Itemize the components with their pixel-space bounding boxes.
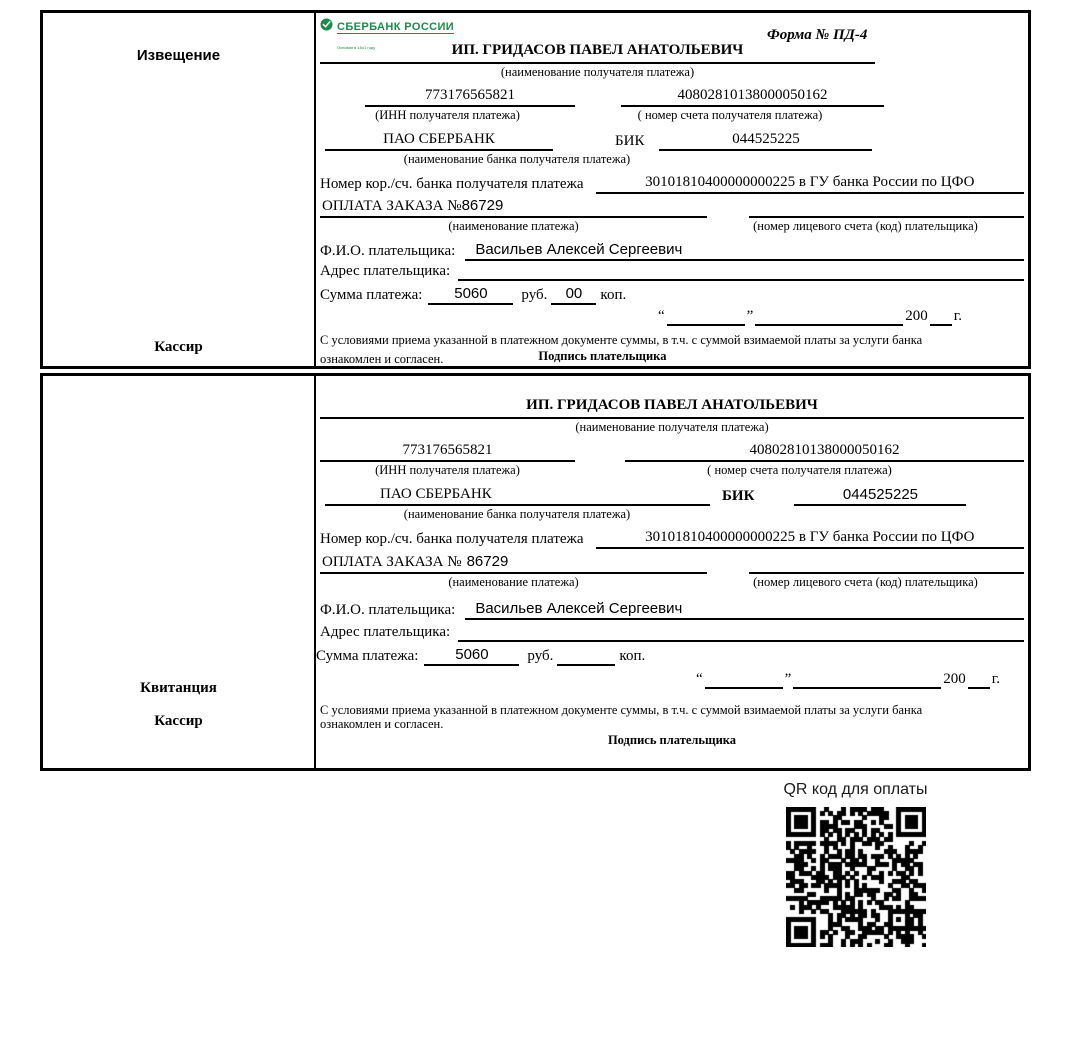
sum-row	[320, 285, 1024, 305]
bank-bik-row-2	[320, 485, 1024, 506]
payer-fio-value: Васильев Алексей Сергеевич	[465, 240, 1024, 261]
cashier-label: Кассир	[154, 339, 203, 355]
account-value: 40802810138000050162	[621, 86, 884, 107]
sum-label-2: Сумма платежа:	[316, 648, 419, 664]
payment-name-row	[320, 197, 1024, 218]
receipt-title: Квитанция	[140, 680, 217, 696]
form-number-label: Форма № ПД-4	[767, 27, 868, 43]
sum-rub-value-2: 5060	[424, 645, 519, 666]
korr-account-row-2	[320, 529, 1024, 549]
payment-name-label-2: (наименование платежа)	[448, 575, 579, 589]
payment-name-row-2	[320, 553, 1024, 574]
date-year-line	[930, 324, 952, 326]
order-number-2: 86729	[466, 553, 509, 570]
account-label-2: ( номер счета получателя платежа)	[707, 463, 892, 477]
receipt-section	[40, 373, 1031, 771]
payer-code-label-2: (номер лицевого счета (код) плательщика)	[753, 575, 978, 589]
sberbank-coin-icon	[320, 18, 333, 31]
inn-account-row	[320, 86, 1024, 107]
sum-row-2	[316, 646, 1024, 666]
payer-fio-row-2	[320, 600, 1024, 620]
qr-payment-block	[783, 780, 928, 947]
notice-section	[40, 10, 1031, 369]
payer-fio-value-2: Васильев Алексей Сергеевич	[465, 599, 1024, 620]
rub-label-2: руб.	[527, 648, 554, 664]
bank-bik-row	[320, 130, 1024, 151]
recipient-name-label-2: (наименование получателя платежа)	[575, 420, 769, 434]
bik-label: БИК	[615, 133, 645, 149]
sum-kop-value-2	[557, 664, 615, 666]
date-row	[320, 305, 962, 326]
fio-label-2: Ф.И.О. плательщика:	[320, 602, 456, 618]
payer-address-row	[320, 261, 1024, 281]
sberbank-logo	[320, 17, 454, 55]
date-day-line-2	[705, 687, 783, 689]
date-year-line-2	[968, 687, 990, 689]
date-month-line	[755, 324, 903, 326]
date-row-2	[320, 668, 1000, 689]
korr-label-2: Номер кор./сч. банка получателя платежа	[320, 531, 584, 547]
notice-title: Извещение	[136, 47, 221, 64]
payer-fio-row	[320, 241, 1024, 261]
qr-label: QR код для оплаты	[783, 781, 928, 798]
date-day-line	[667, 324, 745, 326]
year-prefix: 200	[905, 308, 928, 324]
notice-left-cell	[43, 13, 316, 366]
bik-value-2: 044525225	[794, 485, 966, 506]
cashier-label-2: Кассир	[154, 713, 203, 729]
payment-labels-row	[320, 218, 1024, 234]
inn-label: (ИНН получателя платежа)	[375, 108, 520, 122]
year-suffix: г.	[953, 308, 962, 324]
inn-value: 773176565821	[365, 86, 575, 107]
quote-close-2: ”	[784, 671, 792, 687]
quote-open: “	[657, 308, 665, 324]
order-number: 86729	[461, 197, 504, 214]
date-month-line-2	[793, 687, 941, 689]
bank-logo-tagline: Основан в 1841 году	[337, 45, 376, 50]
sum-label: Сумма платежа:	[320, 287, 423, 303]
sum-kop-value: 00	[551, 284, 596, 305]
payer-address-line	[458, 279, 1024, 281]
korr-account-row	[320, 174, 1024, 194]
bank-name-label-2: (наименование банка получателя платежа)	[403, 507, 631, 521]
recipient-name-label: (наименование получателя платежа)	[500, 65, 695, 79]
address-label: Адрес плательщика:	[320, 263, 451, 279]
kop-label-2: коп.	[619, 648, 646, 664]
bank-name-value: ПАО СБЕРБАНК	[325, 130, 553, 151]
korr-value: 30101810400000000225 в ГУ банка России по ЦФО	[596, 173, 1024, 194]
signature-label-2: Подпись плательщика	[607, 733, 737, 747]
notice-form-body	[316, 13, 1028, 366]
payer-address-line-2	[458, 640, 1024, 642]
payer-code-label: (номер лицевого счета (код) плательщика)	[753, 219, 978, 233]
payer-address-row-2	[320, 622, 1024, 642]
payment-name-value	[320, 196, 707, 218]
inn-account-row-2	[320, 441, 1024, 462]
address-label-2: Адрес плательщика:	[320, 624, 451, 640]
payment-name-label: (наименование платежа)	[448, 219, 579, 233]
bank-name-label: (наименование банка получателя платежа)	[403, 152, 631, 166]
fio-label: Ф.И.О. плательщика:	[320, 243, 456, 259]
quote-open-2: “	[695, 671, 703, 687]
account-label: ( номер счета получателя платежа)	[637, 108, 823, 122]
order-prefix: ОПЛАТА ЗАКАЗА №	[322, 198, 462, 214]
inn-value-2: 773176565821	[320, 441, 575, 462]
agreement-line1-2: С условиями приема указанной в платежном документе суммы, в т.ч. с суммой взимаемой платы за услуги банка	[320, 703, 923, 717]
inn-account-labels	[320, 107, 1024, 123]
year-prefix-2: 200	[943, 671, 966, 687]
bank-logo-text: СБЕРБАНК РОССИИ	[337, 21, 455, 33]
inn-account-labels-2	[320, 462, 1024, 478]
sum-rub-value: 5060	[428, 284, 513, 305]
inn-label-2: (ИНН получателя платежа)	[375, 463, 520, 477]
order-prefix-2: ОПЛАТА ЗАКАЗА №	[322, 554, 462, 570]
year-suffix-2: г.	[991, 671, 1000, 687]
kop-label: коп.	[600, 287, 627, 303]
bik-label-2: БИК	[722, 488, 755, 504]
bank-name-value-2: ПАО СБЕРБАНК	[325, 485, 710, 506]
payment-name-value-2	[320, 552, 707, 574]
agreement-line2: ознакомлен и согласен.	[320, 352, 444, 366]
agreement-line2-row	[320, 347, 1024, 366]
recipient-name: ИП. ГРИДАСОВ ПАВЕЛ АНАТОЛЬЕВИЧ	[320, 41, 875, 64]
receipt-form-body	[316, 376, 1028, 768]
bik-value: 044525225	[659, 130, 872, 151]
agreement-line1: С условиями приема указанной в платежном документе суммы, в т.ч. с суммой взимаемой платы за услуги банка	[320, 333, 923, 347]
korr-value-2: 30101810400000000225 в ГУ банка России по ЦФО	[596, 528, 1024, 549]
recipient-name-2: ИП. ГРИДАСОВ ПАВЕЛ АНАТОЛЬЕВИЧ	[320, 396, 1024, 419]
qr-code	[786, 807, 926, 947]
quote-close: ”	[746, 308, 754, 324]
receipt-left-cell	[43, 376, 316, 768]
rub-label: руб.	[521, 287, 548, 303]
payment-labels-row-2	[320, 574, 1024, 590]
signature-label: Подпись плательщика	[538, 349, 667, 363]
account-value-2: 40802810138000050162	[625, 441, 1024, 462]
korr-label: Номер кор./сч. банка получателя платежа	[320, 176, 584, 192]
agreement-line2-2: ознакомлен и согласен.	[320, 717, 444, 731]
